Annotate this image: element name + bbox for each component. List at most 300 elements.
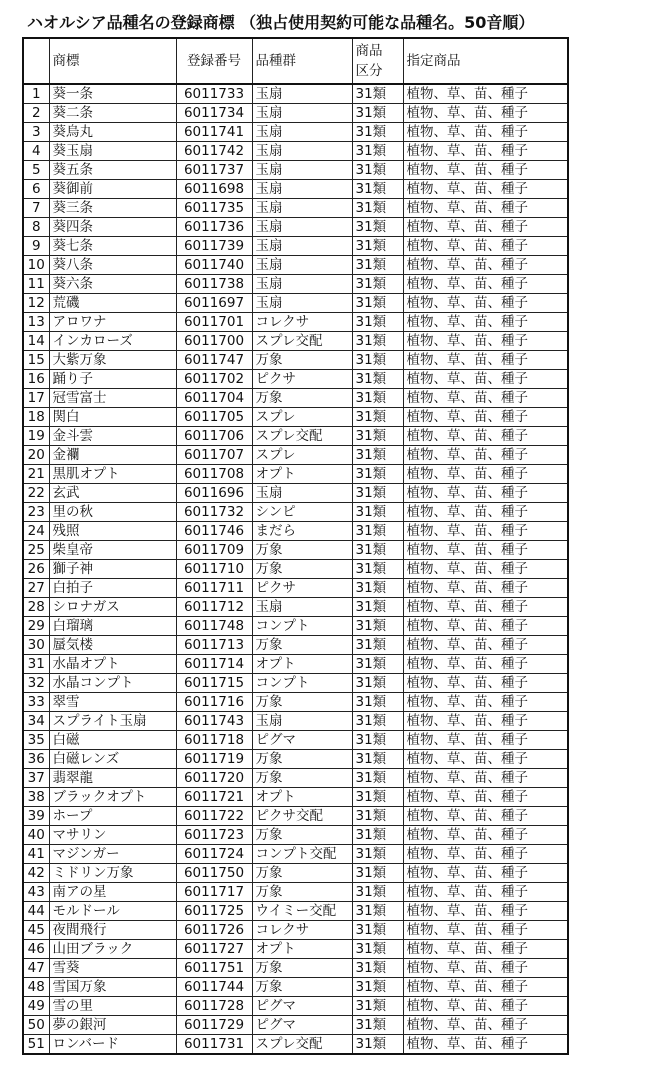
designated-goods: 植物、草、苗、種子 <box>403 256 568 275</box>
designated-goods: 植物、草、苗、種子 <box>403 370 568 389</box>
row-number: 11 <box>23 275 49 294</box>
goods-class: 31類 <box>352 655 403 674</box>
designated-goods: 植物、草、苗、種子 <box>403 180 568 199</box>
table-row <box>23 655 568 674</box>
variety-group: 玉扇 <box>252 275 352 294</box>
goods-class: 31類 <box>352 180 403 199</box>
trademark-name: 玄武 <box>49 484 176 503</box>
table-row <box>23 978 568 997</box>
trademark-name: 葵三条 <box>49 199 176 218</box>
registration-number: 6011717 <box>176 883 252 902</box>
trademark-name: 葵御前 <box>49 180 176 199</box>
trademark-name: 葵玉扇 <box>49 142 176 161</box>
designated-goods: 植物、草、苗、種子 <box>403 902 568 921</box>
variety-group: スプレ <box>252 446 352 465</box>
row-number: 27 <box>23 579 49 598</box>
variety-group: ピグマ <box>252 997 352 1016</box>
row-number: 2 <box>23 104 49 123</box>
trademark-name: 白磁レンズ <box>49 750 176 769</box>
table-row <box>23 750 568 769</box>
variety-group: 玉扇 <box>252 104 352 123</box>
row-number: 22 <box>23 484 49 503</box>
table-row <box>23 351 568 370</box>
row-number: 35 <box>23 731 49 750</box>
variety-group: 玉扇 <box>252 237 352 256</box>
row-number: 29 <box>23 617 49 636</box>
goods-class: 31類 <box>352 237 403 256</box>
row-number: 5 <box>23 161 49 180</box>
designated-goods: 植物、草、苗、種子 <box>403 503 568 522</box>
designated-goods: 植物、草、苗、種子 <box>403 142 568 161</box>
registration-number: 6011712 <box>176 598 252 617</box>
designated-goods: 植物、草、苗、種子 <box>403 104 568 123</box>
designated-goods: 植物、草、苗、種子 <box>403 427 568 446</box>
row-number: 23 <box>23 503 49 522</box>
header-goods-class <box>352 38 403 84</box>
table-row <box>23 332 568 351</box>
goods-class: 31類 <box>352 674 403 693</box>
row-number: 4 <box>23 142 49 161</box>
row-number: 33 <box>23 693 49 712</box>
trademark-name: アロワナ <box>49 313 176 332</box>
variety-group: コンプト <box>252 617 352 636</box>
designated-goods: 植物、草、苗、種子 <box>403 579 568 598</box>
row-number: 8 <box>23 218 49 237</box>
variety-group: 万象 <box>252 541 352 560</box>
goods-class: 31類 <box>352 712 403 731</box>
variety-group: 玉扇 <box>252 161 352 180</box>
trademark-name: マサリン <box>49 826 176 845</box>
row-number: 13 <box>23 313 49 332</box>
designated-goods: 植物、草、苗、種子 <box>403 218 568 237</box>
row-number: 40 <box>23 826 49 845</box>
goods-class: 31類 <box>352 351 403 370</box>
goods-class: 31類 <box>352 769 403 788</box>
row-number: 49 <box>23 997 49 1016</box>
registration-number: 6011718 <box>176 731 252 750</box>
registration-number: 6011711 <box>176 579 252 598</box>
trademark-name: 夜間飛行 <box>49 921 176 940</box>
table-row <box>23 465 568 484</box>
variety-group: 万象 <box>252 959 352 978</box>
registration-number: 6011751 <box>176 959 252 978</box>
goods-class: 31類 <box>352 579 403 598</box>
variety-group: 玉扇 <box>252 484 352 503</box>
goods-class: 31類 <box>352 199 403 218</box>
trademark-name: マジンガー <box>49 845 176 864</box>
variety-group: コレクサ <box>252 313 352 332</box>
table-row <box>23 294 568 313</box>
registration-number: 6011729 <box>176 1016 252 1035</box>
table-row <box>23 617 568 636</box>
row-number: 32 <box>23 674 49 693</box>
variety-group: シンピ <box>252 503 352 522</box>
registration-number: 6011748 <box>176 617 252 636</box>
table-row <box>23 921 568 940</box>
registration-number: 6011727 <box>176 940 252 959</box>
variety-group: ピクサ <box>252 370 352 389</box>
goods-class: 31類 <box>352 598 403 617</box>
row-number: 50 <box>23 1016 49 1035</box>
trademark-table <box>22 37 569 1055</box>
trademark-name: 白瑠璃 <box>49 617 176 636</box>
registration-number: 6011716 <box>176 693 252 712</box>
variety-group: スプレ <box>252 408 352 427</box>
goods-class: 31類 <box>352 826 403 845</box>
trademark-name: 葵七条 <box>49 237 176 256</box>
designated-goods: 植物、草、苗、種子 <box>403 446 568 465</box>
row-number: 20 <box>23 446 49 465</box>
row-number: 25 <box>23 541 49 560</box>
table-row <box>23 389 568 408</box>
goods-class: 31類 <box>352 256 403 275</box>
goods-class: 31類 <box>352 997 403 1016</box>
goods-class: 31類 <box>352 731 403 750</box>
variety-group: スプレ交配 <box>252 332 352 351</box>
designated-goods: 植物、草、苗、種子 <box>403 1016 568 1035</box>
table-row <box>23 313 568 332</box>
designated-goods: 植物、草、苗、種子 <box>403 693 568 712</box>
variety-group: 万象 <box>252 351 352 370</box>
trademark-name: ホープ <box>49 807 176 826</box>
goods-class: 31類 <box>352 313 403 332</box>
registration-number: 6011743 <box>176 712 252 731</box>
variety-group: 玉扇 <box>252 123 352 142</box>
variety-group: 玉扇 <box>252 598 352 617</box>
trademark-name: 黒肌オプト <box>49 465 176 484</box>
row-number: 39 <box>23 807 49 826</box>
registration-number: 6011747 <box>176 351 252 370</box>
variety-group: 玉扇 <box>252 84 352 104</box>
table-row <box>23 712 568 731</box>
variety-group: オプト <box>252 465 352 484</box>
designated-goods: 植物、草、苗、種子 <box>403 997 568 1016</box>
designated-goods: 植物、草、苗、種子 <box>403 332 568 351</box>
registration-number: 6011702 <box>176 370 252 389</box>
trademark-name: シロナガス <box>49 598 176 617</box>
trademark-name: 葵六条 <box>49 275 176 294</box>
row-number: 24 <box>23 522 49 541</box>
registration-number: 6011713 <box>176 636 252 655</box>
variety-group: 玉扇 <box>252 294 352 313</box>
table-row <box>23 769 568 788</box>
registration-number: 6011704 <box>176 389 252 408</box>
goods-class: 31類 <box>352 446 403 465</box>
designated-goods: 植物、草、苗、種子 <box>403 636 568 655</box>
registration-number: 6011701 <box>176 313 252 332</box>
row-number: 34 <box>23 712 49 731</box>
variety-group: ピグマ <box>252 731 352 750</box>
table-row <box>23 161 568 180</box>
table-row <box>23 541 568 560</box>
table-row <box>23 940 568 959</box>
goods-class: 31類 <box>352 750 403 769</box>
table-row <box>23 807 568 826</box>
trademark-name: 葵一条 <box>49 84 176 104</box>
designated-goods: 植物、草、苗、種子 <box>403 826 568 845</box>
table-row <box>23 84 568 104</box>
goods-class: 31類 <box>352 84 403 104</box>
registration-number: 6011696 <box>176 484 252 503</box>
variety-group: オプト <box>252 788 352 807</box>
registration-number: 6011720 <box>176 769 252 788</box>
designated-goods: 植物、草、苗、種子 <box>403 959 568 978</box>
goods-class: 31類 <box>352 959 403 978</box>
registration-number: 6011723 <box>176 826 252 845</box>
registration-number: 6011708 <box>176 465 252 484</box>
designated-goods: 植物、草、苗、種子 <box>403 1035 568 1055</box>
row-number: 37 <box>23 769 49 788</box>
registration-number: 6011746 <box>176 522 252 541</box>
trademark-name: スプライト玉扇 <box>49 712 176 731</box>
variety-group: 玉扇 <box>252 256 352 275</box>
designated-goods: 植物、草、苗、種子 <box>403 199 568 218</box>
designated-goods: 植物、草、苗、種子 <box>403 712 568 731</box>
table-row <box>23 275 568 294</box>
trademark-name: 踊り子 <box>49 370 176 389</box>
registration-number: 6011721 <box>176 788 252 807</box>
variety-group: ピクサ交配 <box>252 807 352 826</box>
row-number: 30 <box>23 636 49 655</box>
goods-class: 31類 <box>352 978 403 997</box>
designated-goods: 植物、草、苗、種子 <box>403 769 568 788</box>
variety-group: まだら <box>252 522 352 541</box>
goods-class: 31類 <box>352 560 403 579</box>
row-number: 14 <box>23 332 49 351</box>
trademark-name: 金襴 <box>49 446 176 465</box>
variety-group: コンプト交配 <box>252 845 352 864</box>
trademark-name: ブラックオプト <box>49 788 176 807</box>
designated-goods: 植物、草、苗、種子 <box>403 161 568 180</box>
goods-class: 31類 <box>352 902 403 921</box>
table-row <box>23 826 568 845</box>
table-row <box>23 503 568 522</box>
variety-group: ウイミー交配 <box>252 902 352 921</box>
trademark-name: 葵五条 <box>49 161 176 180</box>
registration-number: 6011719 <box>176 750 252 769</box>
row-number: 47 <box>23 959 49 978</box>
table-row <box>23 1035 568 1055</box>
goods-class: 31類 <box>352 541 403 560</box>
trademark-name: 金斗雲 <box>49 427 176 446</box>
variety-group: 玉扇 <box>252 712 352 731</box>
header-designated-goods: 指定商品 <box>403 38 568 84</box>
row-number: 18 <box>23 408 49 427</box>
trademark-name: 里の秋 <box>49 503 176 522</box>
variety-group: 万象 <box>252 769 352 788</box>
goods-class: 31類 <box>352 864 403 883</box>
table-body <box>23 84 568 1054</box>
goods-class: 31類 <box>352 788 403 807</box>
table-row <box>23 560 568 579</box>
registration-number: 6011707 <box>176 446 252 465</box>
designated-goods: 植物、草、苗、種子 <box>403 313 568 332</box>
table-row <box>23 427 568 446</box>
table-row <box>23 104 568 123</box>
trademark-name: 葵二条 <box>49 104 176 123</box>
row-number: 28 <box>23 598 49 617</box>
variety-group: 玉扇 <box>252 142 352 161</box>
header-goods-class-line1: 商品 <box>355 43 383 59</box>
registration-number: 6011738 <box>176 275 252 294</box>
designated-goods: 植物、草、苗、種子 <box>403 560 568 579</box>
row-number: 21 <box>23 465 49 484</box>
header-variety-group: 品種群 <box>252 38 352 84</box>
header-registration-number: 登録番号 <box>176 38 252 84</box>
designated-goods: 植物、草、苗、種子 <box>403 484 568 503</box>
variety-group: オプト <box>252 940 352 959</box>
designated-goods: 植物、草、苗、種子 <box>403 731 568 750</box>
designated-goods: 植物、草、苗、種子 <box>403 522 568 541</box>
table-row <box>23 180 568 199</box>
row-number: 38 <box>23 788 49 807</box>
variety-group: 万象 <box>252 978 352 997</box>
table-row <box>23 845 568 864</box>
registration-number: 6011734 <box>176 104 252 123</box>
variety-group: 玉扇 <box>252 218 352 237</box>
table-row <box>23 218 568 237</box>
trademark-name: 葵八条 <box>49 256 176 275</box>
registration-number: 6011742 <box>176 142 252 161</box>
trademark-name: 南アの星 <box>49 883 176 902</box>
trademark-name: ロンバード <box>49 1035 176 1055</box>
designated-goods: 植物、草、苗、種子 <box>403 541 568 560</box>
goods-class: 31類 <box>352 940 403 959</box>
variety-group: 万象 <box>252 750 352 769</box>
table-header <box>23 38 568 84</box>
goods-class: 31類 <box>352 465 403 484</box>
registration-number: 6011709 <box>176 541 252 560</box>
row-number: 17 <box>23 389 49 408</box>
registration-number: 6011735 <box>176 199 252 218</box>
row-number: 43 <box>23 883 49 902</box>
registration-number: 6011710 <box>176 560 252 579</box>
goods-class: 31類 <box>352 883 403 902</box>
row-number: 12 <box>23 294 49 313</box>
designated-goods: 植物、草、苗、種子 <box>403 465 568 484</box>
variety-group: コレクサ <box>252 921 352 940</box>
table-row <box>23 883 568 902</box>
trademark-name: 翡翠龍 <box>49 769 176 788</box>
header-trademark: 商標 <box>49 38 176 84</box>
variety-group: スプレ交配 <box>252 1035 352 1055</box>
variety-group: オプト <box>252 655 352 674</box>
goods-class: 31類 <box>352 275 403 294</box>
table-row <box>23 902 568 921</box>
trademark-name: 水晶オプト <box>49 655 176 674</box>
goods-class: 31類 <box>352 294 403 313</box>
designated-goods: 植物、草、苗、種子 <box>403 921 568 940</box>
goods-class: 31類 <box>352 104 403 123</box>
trademark-name: ミドリン万象 <box>49 864 176 883</box>
designated-goods: 植物、草、苗、種子 <box>403 123 568 142</box>
designated-goods: 植物、草、苗、種子 <box>403 864 568 883</box>
row-number: 6 <box>23 180 49 199</box>
trademark-name: 残照 <box>49 522 176 541</box>
registration-number: 6011744 <box>176 978 252 997</box>
goods-class: 31類 <box>352 1035 403 1055</box>
variety-group: 万象 <box>252 693 352 712</box>
table-row <box>23 123 568 142</box>
row-number: 31 <box>23 655 49 674</box>
goods-class: 31類 <box>352 807 403 826</box>
designated-goods: 植物、草、苗、種子 <box>403 351 568 370</box>
trademark-name: 冠雪富士 <box>49 389 176 408</box>
trademark-name: 葵烏丸 <box>49 123 176 142</box>
header-goods-class-line2: 区分 <box>355 63 383 79</box>
registration-number: 6011726 <box>176 921 252 940</box>
variety-group: 万象 <box>252 636 352 655</box>
registration-number: 6011705 <box>176 408 252 427</box>
row-number: 10 <box>23 256 49 275</box>
row-number: 9 <box>23 237 49 256</box>
designated-goods: 植物、草、苗、種子 <box>403 750 568 769</box>
row-number: 42 <box>23 864 49 883</box>
goods-class: 31類 <box>352 427 403 446</box>
trademark-name: 翠雪 <box>49 693 176 712</box>
registration-number: 6011733 <box>176 84 252 104</box>
registration-number: 6011739 <box>176 237 252 256</box>
table-row <box>23 1016 568 1035</box>
trademark-name: 雪葵 <box>49 959 176 978</box>
designated-goods: 植物、草、苗、種子 <box>403 807 568 826</box>
variety-group: スプレ交配 <box>252 427 352 446</box>
goods-class: 31類 <box>352 142 403 161</box>
registration-number: 6011697 <box>176 294 252 313</box>
row-number: 1 <box>23 84 49 104</box>
trademark-name: 水晶コンプト <box>49 674 176 693</box>
row-number: 41 <box>23 845 49 864</box>
goods-class: 31類 <box>352 123 403 142</box>
goods-class: 31類 <box>352 408 403 427</box>
table-row <box>23 997 568 1016</box>
table-row <box>23 522 568 541</box>
goods-class: 31類 <box>352 503 403 522</box>
variety-group: 玉扇 <box>252 199 352 218</box>
goods-class: 31類 <box>352 921 403 940</box>
table-row <box>23 446 568 465</box>
trademark-name: 夢の銀河 <box>49 1016 176 1035</box>
goods-class: 31類 <box>352 845 403 864</box>
designated-goods: 植物、草、苗、種子 <box>403 275 568 294</box>
goods-class: 31類 <box>352 484 403 503</box>
row-number: 46 <box>23 940 49 959</box>
trademark-name: 白拍子 <box>49 579 176 598</box>
designated-goods: 植物、草、苗、種子 <box>403 655 568 674</box>
designated-goods: 植物、草、苗、種子 <box>403 237 568 256</box>
designated-goods: 植物、草、苗、種子 <box>403 978 568 997</box>
variety-group: 万象 <box>252 883 352 902</box>
designated-goods: 植物、草、苗、種子 <box>403 389 568 408</box>
trademark-name: 関白 <box>49 408 176 427</box>
table-row <box>23 484 568 503</box>
trademark-name: 雪国万象 <box>49 978 176 997</box>
registration-number: 6011725 <box>176 902 252 921</box>
goods-class: 31類 <box>352 332 403 351</box>
designated-goods: 植物、草、苗、種子 <box>403 940 568 959</box>
table-row <box>23 674 568 693</box>
row-number: 45 <box>23 921 49 940</box>
designated-goods: 植物、草、苗、種子 <box>403 788 568 807</box>
table-row <box>23 256 568 275</box>
row-number: 19 <box>23 427 49 446</box>
trademark-name: 山田ブラック <box>49 940 176 959</box>
designated-goods: 植物、草、苗、種子 <box>403 84 568 104</box>
registration-number: 6011732 <box>176 503 252 522</box>
table-row <box>23 598 568 617</box>
header-number <box>23 38 49 84</box>
table-row <box>23 788 568 807</box>
